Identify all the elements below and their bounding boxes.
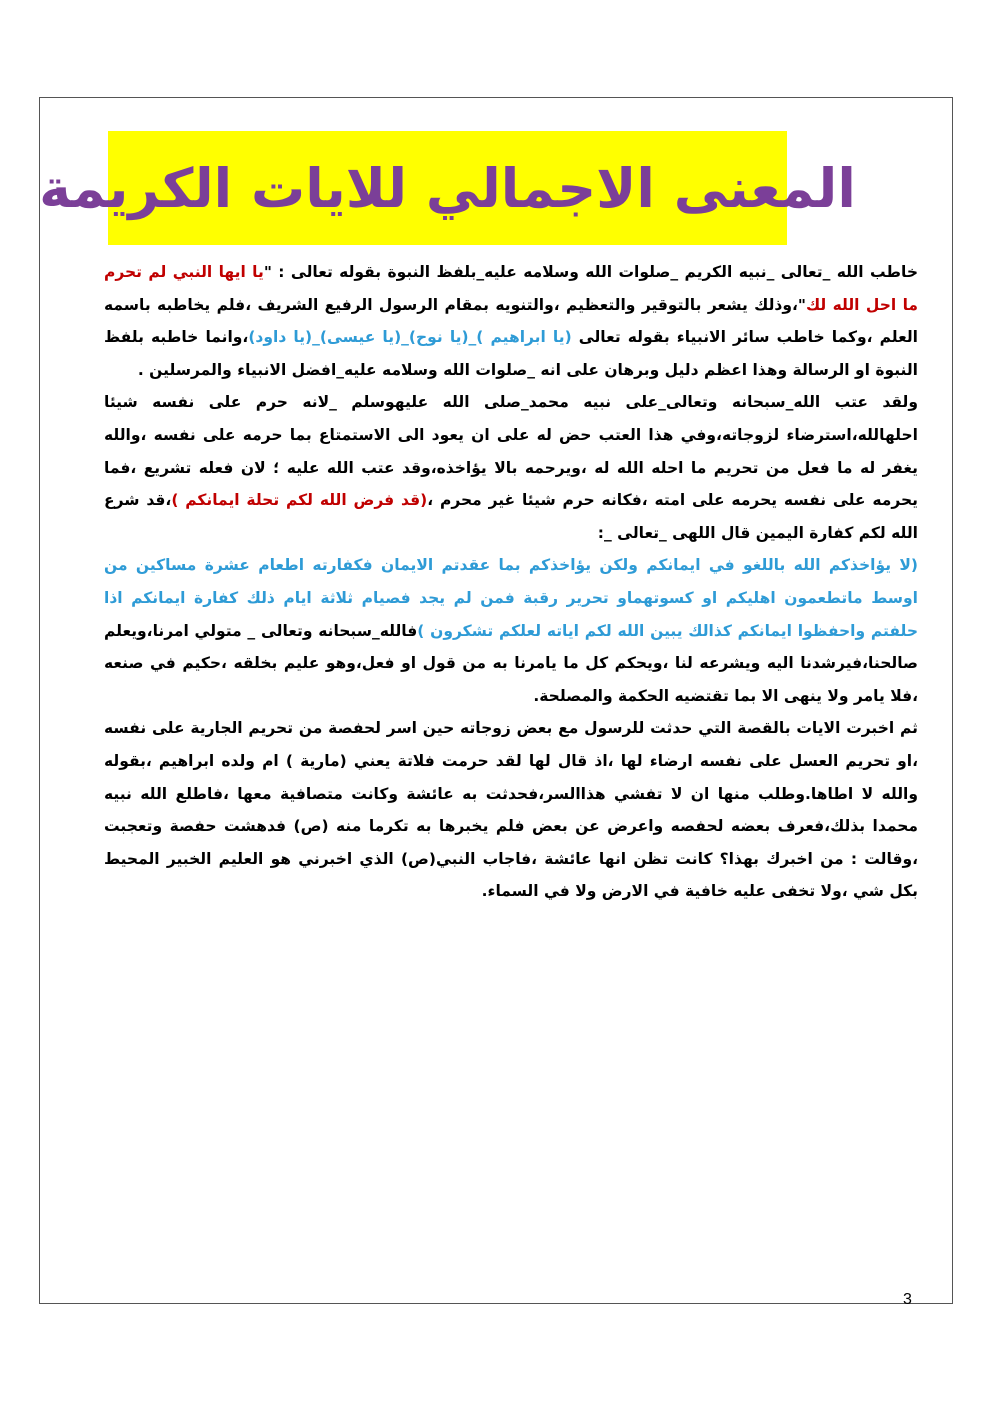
p1-quote: يا ايها النبي لم تحرم ما احل الله لك (104, 263, 918, 314)
page-number: 3 (903, 1291, 912, 1308)
p2-text-start: ولقد عتب الله_سبحانه وتعالى_على نبيه محمد_صلى الله عليهوسلم _لانه حرم على نفسه شيئا احلهالله،استرضاء لزوجاته،وفي هذا العتب حض له على ان يعود الى الاستمتاع بما حرمه على نفسه ،والله يغفر له ما فعل من تحريم ما احله الله له ،ويرحمه بالا يؤاخذه،وقد عتب الله عليه ؛ لان فعله تشريع ،فما يحرمه على نفسه يحرمه على امته ،فكانه حرم شيئا غير محرم ، (104, 393, 918, 510)
prophet-name-dawud: _(يا داود) (248, 328, 320, 347)
paragraph-4: ثم اخبرت الايات بالقصة التي حدثت للرسول مع بعض زوجاته حين اسر لحفصة من تحريم الجارية على نفسه ،او تحريم العسل على نفسه ارضاء لها ،اذ قال لها لقد حرمت فلاتة يعني (مارية ) ام ولده ابراهيم ،بقوله والله لا اطاها.وطلب منها ان لا تفشي هذاالسر،فحدثت به عائشة وكانت متصافية معها ،فاطلع الله نبيه محمدا بذلك،فعرف بعضه لحفصه واعرض عن بعض فلم يخبرها به تكرما منه (ص) فدهشت حفصة وتعجبت ،وقالت : من اخبرك بهذا؟ كانت تظن انها عائشة ،فاجاب النبي(ص) الذي اخبرني هو العليم الخبير المحيط بكل شي ،ولا تخفى عليه خافية في الارض ولا في السماء. (104, 719, 918, 901)
prophet-name-nuh: _(يا نوح) (408, 328, 477, 347)
p3-text: فالله_سبحانه وتعالى _ متولي امرنا،ويعلم صالحنا،فيرشدنا اليه ويشرعه لنا ،ويحكم كل ما يامرنا به من قول او فعل،وهو عليم بخلقه ،حكيم في صنعه ،فلا يامر ولا ينهى الا بما تقتضيه الحكمة والمصلحة. (104, 621, 918, 705)
p1-text-end: ،وانما خاطبه بلفظ النبوة او الرسالة وهذا اعظم دليل وبرهان على انه _صلوات الله وسلامه عليه_افضل الانبياء والمرسلين . (104, 328, 918, 379)
paragraph-1 (104, 256, 918, 386)
p2-text-end: ،قد شرع الله لكم كفارة اليمين قال اللهى _تعالى _: (104, 491, 918, 542)
body-text (104, 256, 918, 908)
title-banner (39, 131, 856, 245)
page-title: المعنى الاجمالي للايات الكريمة (39, 156, 856, 220)
paragraph-3 (104, 549, 918, 712)
paragraph-2 (104, 386, 918, 549)
p1-text-middle: "،وذلك يشعر بالتوقير والتعظيم ،والتنويه بمقام الرسول الرفيع الشريف ،فلم يخاطبه باسمه العلم ،وكما خاطب سائر الانبياء بقوله تعالى (104, 295, 918, 347)
prophet-name-isa: _(يا عيسى) (319, 328, 409, 347)
prophet-name-ibrahim: (يا ابراهيم ) (476, 328, 572, 347)
p3-verse: (لا يؤاخذكم الله باللغو في ايمانكم ولكن يؤاخذكم بما عقدتم الايمان فكفارته اطعام عشرة مساكين من اوسط ماتطعمون اهليكم او كسوتهماو تحرير رقبة فمن لم يجد فصيام ثلاثة ايام ذلك كفارة ايمانكم اذا حلفتم واحفظوا ايمانكم كذالك يبين الله لكم اياته لعلكم تشكرون ) (104, 556, 918, 640)
p2-quote: (قد فرض الله لكم تحلة ايمانكم ) (171, 491, 428, 510)
p1-text-start: خاطب الله _تعالى _نبيه الكريم _صلوات الله وسلامه عليه_بلفظ النبوة بقوله تعالى : " (263, 263, 918, 281)
